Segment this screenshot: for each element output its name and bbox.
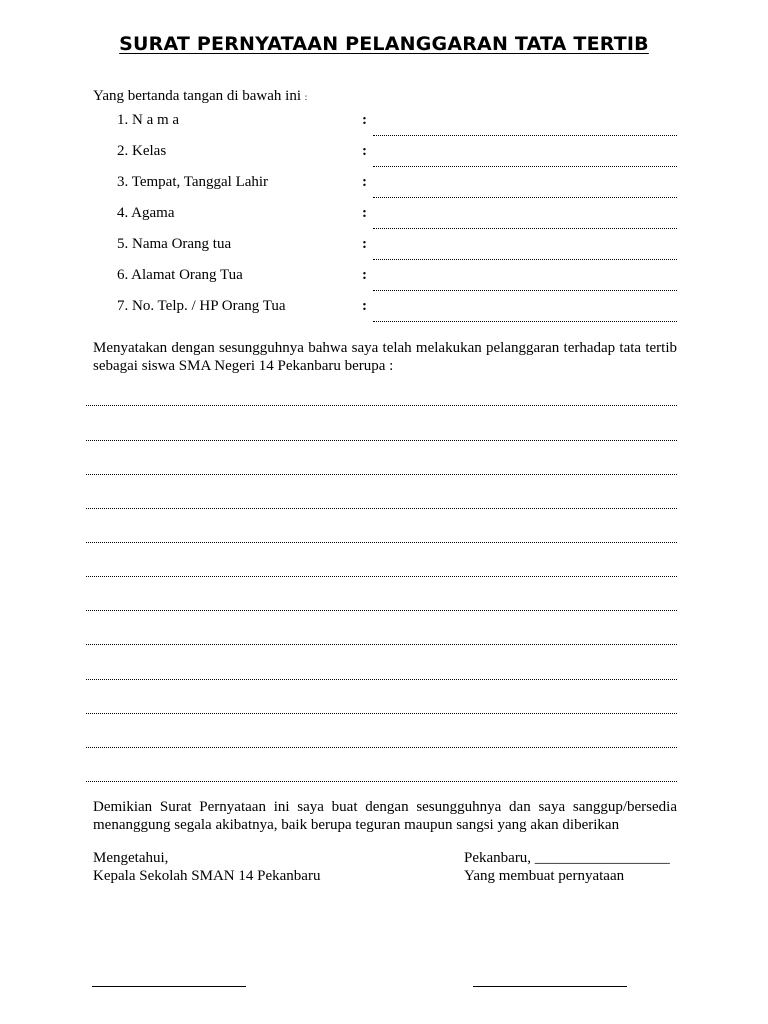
field-line-agama[interactable] [373, 228, 677, 229]
intro-colon: : [304, 92, 308, 102]
violation-write-line[interactable] [86, 713, 677, 714]
field-line-nama-orang-tua[interactable] [373, 259, 677, 260]
field-line-telp-orang-tua[interactable] [373, 321, 677, 322]
field-label-kelas: 2. Kelas [117, 143, 167, 159]
violation-write-line[interactable] [86, 644, 677, 645]
declarant-title: Yang membuat pernyataan [464, 868, 625, 884]
violation-write-line[interactable] [86, 747, 677, 748]
signature-block-student [464, 849, 670, 885]
field-label-telp-orang-tua: 7. No. Telp. / HP Orang Tua [117, 298, 286, 314]
violation-write-line[interactable] [86, 440, 677, 441]
field-colon: : [362, 267, 367, 283]
field-line-alamat-orang-tua[interactable] [373, 290, 677, 291]
signature-block-principal [93, 849, 320, 885]
violation-write-line[interactable] [86, 405, 677, 406]
closing-paragraph: Demikian Surat Pernyataan ini saya buat dengan sesungguhnya dan saya sanggup/bersedia menanggung segala akibatnya, baik berupa teguran maupun sangsi yang akan diberikan [93, 799, 677, 833]
principal-signature-line[interactable] [92, 986, 246, 987]
statement-paragraph: Menyatakan dengan sesungguhnya bahwa saya telah melakukan pelanggaran terhadap tata tertib sebagai siswa SMA Negeri 14 Pekanbaru berupa : [93, 340, 677, 374]
field-colon: : [362, 112, 367, 128]
field-label-alamat-orang-tua: 6. Alamat Orang Tua [117, 267, 243, 283]
violation-write-line[interactable] [86, 542, 677, 543]
acknowledged-label: Mengetahui, [93, 850, 169, 866]
field-colon: : [362, 236, 367, 252]
field-line-kelas[interactable] [373, 166, 677, 167]
violation-write-line[interactable] [86, 610, 677, 611]
field-label-agama: 4. Agama [117, 205, 175, 221]
field-colon: : [362, 174, 367, 190]
principal-title: Kepala Sekolah SMAN 14 Pekanbaru [93, 868, 321, 884]
violation-write-line[interactable] [86, 474, 677, 475]
violation-write-line[interactable] [86, 781, 677, 782]
field-colon: : [362, 205, 367, 221]
student-signature-line[interactable] [473, 986, 627, 987]
violation-write-line[interactable] [86, 679, 677, 680]
document-title: SURAT PERNYATAAN PELANGGARAN TATA TERTIB [119, 33, 649, 55]
intro-text [93, 88, 307, 105]
field-label-nama-orang-tua: 5. Nama Orang tua [117, 236, 232, 252]
field-line-nama[interactable] [373, 135, 677, 136]
violation-write-line[interactable] [86, 508, 677, 509]
field-line-ttl[interactable] [373, 197, 677, 198]
field-label-ttl: 3. Tempat, Tanggal Lahir [117, 174, 269, 190]
intro-label: Yang bertanda tangan di bawah ini [93, 88, 305, 104]
field-colon: : [362, 298, 367, 314]
violation-write-line[interactable] [86, 576, 677, 577]
field-colon: : [362, 143, 367, 159]
place-date-field[interactable]: Pekanbaru, __________________ [464, 850, 670, 866]
field-label-nama: 1. N a m a [117, 112, 180, 128]
